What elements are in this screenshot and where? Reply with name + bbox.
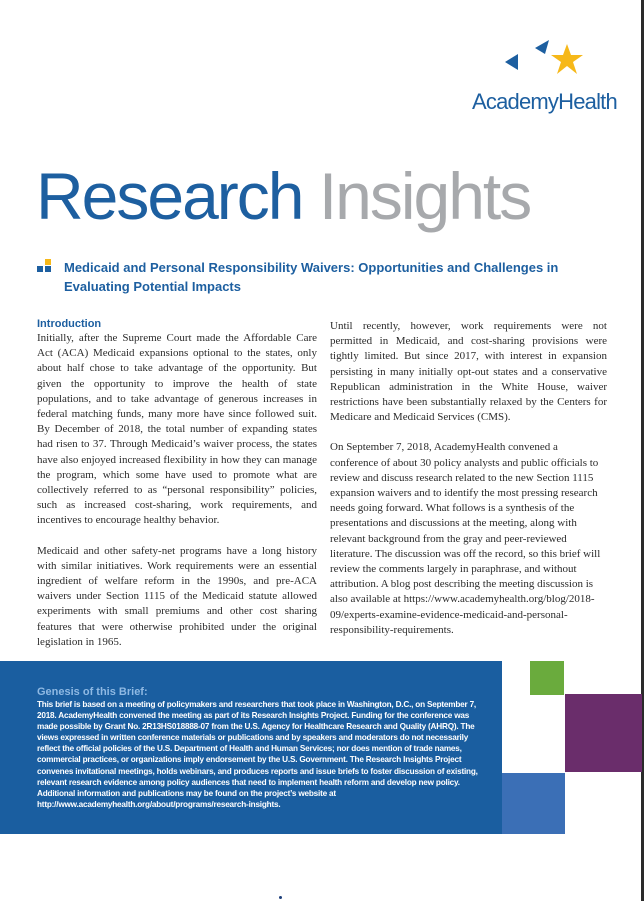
logo-wordmark: AcademyHealth [472,89,617,114]
intro-paragraph-2: Medicaid and other safety-net programs have a long history with similar initiatives. Work requirements were an essential ingredient of welfare reform in the 1990s, and pre-ACA waivers under Section 1115 of the Medicaid statute allowed experiments with small premiums and other cost sharing features that were otherwise prohibited under the original legislation in 1965. [37,544,317,648]
genesis-title: Genesis of this Brief: [37,686,148,698]
right-paragraph-1: Until recently, however, work requirements were not permitted in Medicaid, and cost-sharing provisions were tightly limited. But since 2017, with interest in expansion persisting in many initially opt-out states and a conservative Republican administration in the White House, waiver restrictions have been substantially relaxed by the Centers for Medicare and Medicaid Services (CMS). [330,320,607,424]
right-column [330,319,607,653]
page-dot [279,896,282,899]
title-research: Research [36,159,303,233]
page-title [36,159,531,233]
introduction-heading: Introduction [37,318,102,330]
green-square [530,661,564,695]
purple-square [565,694,642,772]
left-column [37,317,317,665]
subtitle-bullet-icon [37,259,51,273]
right-paragraph-2: On September 7, 2018, AcademyHealth convened a conference of about 30 policy analysts and public officials to review and discuss research related to the new Section 1115 expansion waivers and to identify the most pressing research needs going forward. What follows is a synthesis of the presentations and discussions at the meeting, along with relevant background from the gray and peer-reviewed literature. The discussion was off the record, so this brief will review the comments largely in paraphrase, and without attribution. A blog post describing the meeting discussion is also available at https://www.academyhealth.org/blog/2018-09/experts-examine-evidence-medicaid-and-personal-responsibility-requirements. [330,441,601,636]
blue-square [502,773,565,834]
academyhealth-logo-icon [505,40,585,80]
title-insights: Insights [318,159,531,233]
intro-paragraph-1: Initially, after the Supreme Court made the Affordable Care Act (ACA) Medicaid expansions optional to the states, only about half chose to take advantage of the opportunity. But given the opportunity to improve the health of state populations, and to take advantage of generous increases in federal matching funds, many more have since followed suit. By December of 2018, the total number of expanding states had risen to 37. Through Medicaid’s waiver process, the states have also enjoyed increased flexibility in how they can manage the program, which some have used to promote what are collectively referred to as “personal responsibility” policies, such as increased cost-sharing, work requirements, and incentives to encourage healthy behavior. [37,332,317,527]
brief-subtitle: Medicaid and Personal Responsibility Waivers: Opportunities and Challenges in Evaluating Potential Impacts [64,260,559,294]
genesis-body: This brief is based on a meeting of policymakers and researchers that took place in Washington, D.C., on September 7, 2018. AcademyHealth convened the meeting as part of its Research Insights Project. Funding for the conference was made possible by Grant No. 2R13HS018888-07 from the U.S. Agency for Healthcare Research and Quality (AHRQ). The views expressed in written conference materials or publications and by speakers and moderators do not necessarily reflect the official policies of the U.S. Department of Health and Human Services; nor does mention of trade names, commercial practices, or organizations imply endorsement by the U.S. Government. The Research Insights Project convenes invitational meetings, holds webinars, and produces reports and issue briefs to foster discussion of existing, relevant research evidence among policy audiences that need to implement health reform and develop new policy. Additional information and publications may be found on the project’s website at http://www.academyhealth.org/about/programs/research-insights. [37,700,478,809]
genesis-box [0,661,502,834]
